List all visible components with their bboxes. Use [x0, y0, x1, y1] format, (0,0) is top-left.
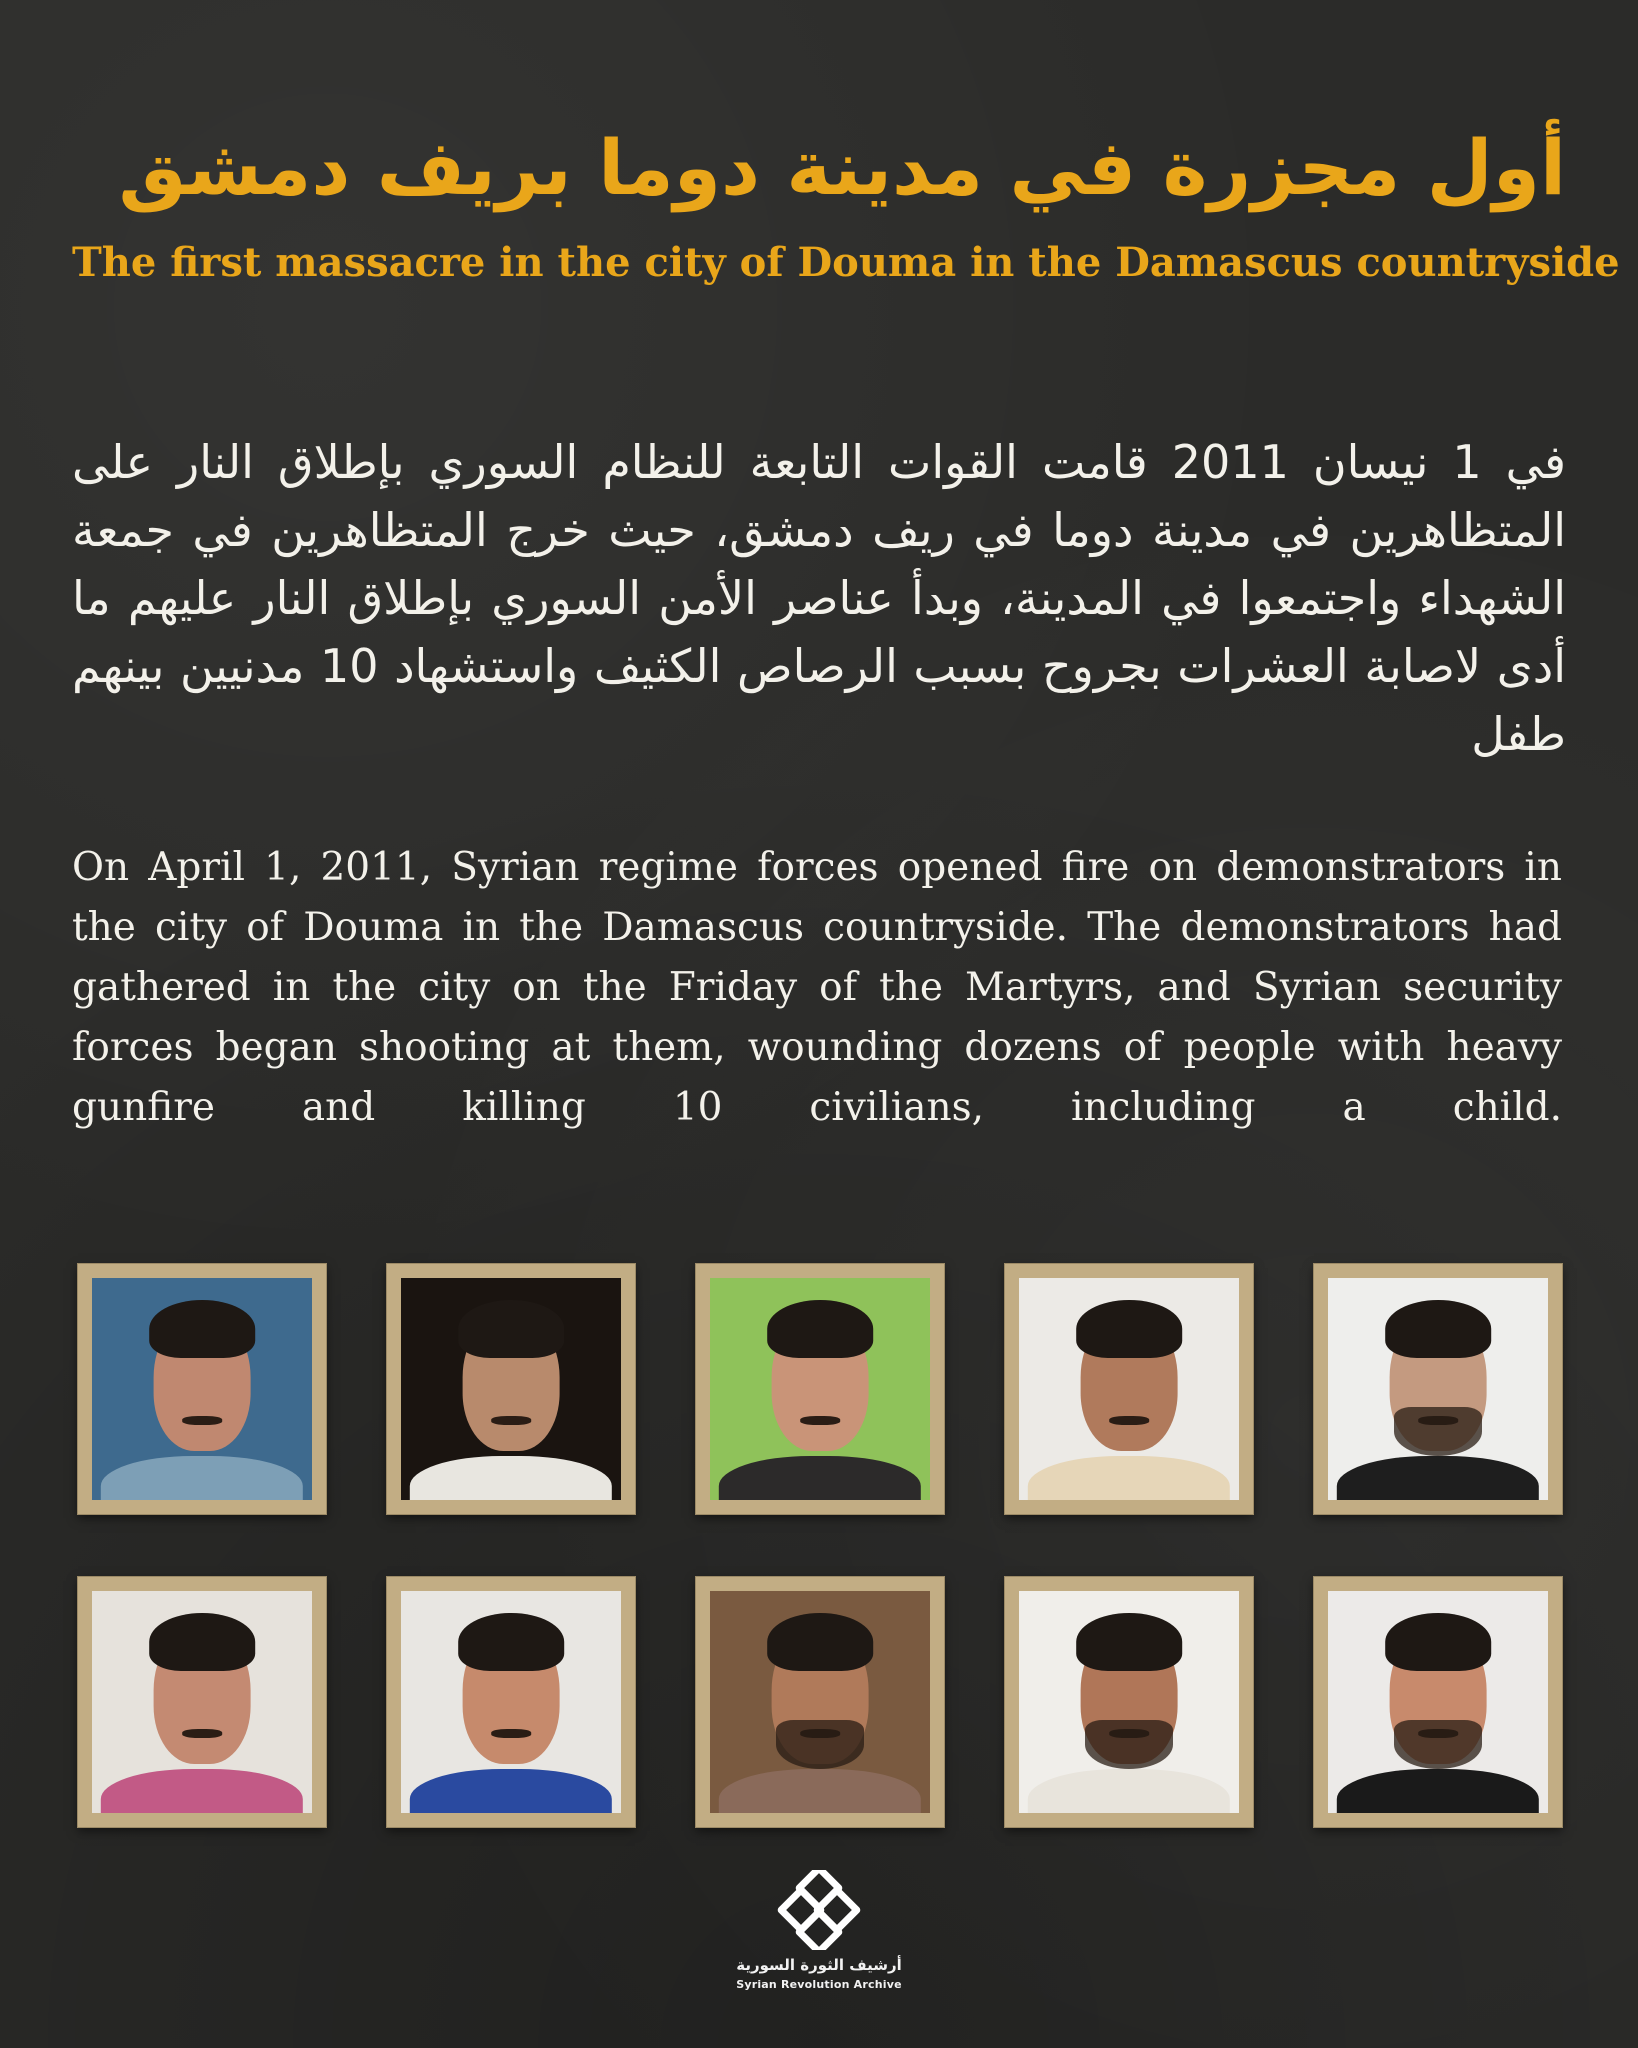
- portrait-hair: [1385, 1300, 1491, 1358]
- title-arabic: أول مجزرة في مدينة دوما بريف دمشق: [118, 123, 1566, 212]
- victim-photo-7: [387, 1577, 635, 1827]
- portrait-image: [1019, 1278, 1239, 1500]
- title-english: The first massacre in the city of Douma in the Damascus countryside: [72, 239, 1620, 286]
- portrait-hair: [1385, 1613, 1491, 1671]
- portrait-hair: [458, 1300, 564, 1358]
- portrait-mous: [182, 1416, 222, 1425]
- portrait-hair: [149, 1300, 255, 1358]
- portrait-hair: [767, 1613, 873, 1671]
- portrait-hair: [458, 1613, 564, 1671]
- body-text-arabic: في 1 نيسان 2011 قامت القوات التابعة للنظام السوري بإطلاق النار على المتظاهرين في مدينة دوما في ريف دمشق، حيث خرج المتظاهرين في جمعة الشهداء واجتمعوا في المدينة، وبدأ عناصر الأمن السوري بإطلاق النار عليهم ما أدى لاصابة العشرات بجروح بسبب الرصاص الكثيف واستشهاد 10 مدنيين بينهم طفل: [72, 435, 1567, 761]
- body-text-english: On April 1, 2011, Syrian regime forces opened fire on demonstrators in the city of Douma in the Damascus countryside. The demonstrators had gathered in the city on the Friday of the Martyrs, and Syrian security forces began shooting at them, wounding dozens of people with heavy gunfire and killing 10 civilians, including a child.: [72, 845, 1562, 1130]
- portrait-hair: [1076, 1613, 1182, 1671]
- portrait-image: [710, 1278, 930, 1500]
- portrait-hair: [767, 1300, 873, 1358]
- portrait-mous: [491, 1729, 531, 1738]
- portrait-image: [92, 1278, 312, 1500]
- portrait-image: [1328, 1591, 1548, 1813]
- portrait-beard: [1394, 1720, 1482, 1769]
- portrait-mous: [182, 1729, 222, 1738]
- victim-photo-8: [696, 1577, 944, 1827]
- portrait-beard: [1394, 1407, 1482, 1456]
- portrait-mous: [1109, 1416, 1149, 1425]
- portrait-image: [92, 1591, 312, 1813]
- victim-photo-9: [1005, 1577, 1253, 1827]
- portrait-hair: [1076, 1300, 1182, 1358]
- archive-logo-icon: [777, 1870, 861, 1950]
- portrait-image: [401, 1278, 621, 1500]
- victim-photo-grid: [78, 1264, 1562, 1827]
- portrait-beard: [776, 1720, 864, 1769]
- victim-photo-1: [78, 1264, 326, 1514]
- portrait-mous: [800, 1416, 840, 1425]
- archive-name-arabic: أرشيف الثورة السورية: [736, 1956, 902, 1974]
- portrait-mous: [491, 1416, 531, 1425]
- victim-photo-2: [387, 1264, 635, 1514]
- portrait-image: [401, 1591, 621, 1813]
- victim-photo-3: [696, 1264, 944, 1514]
- portrait-hair: [149, 1613, 255, 1671]
- portrait-image: [710, 1591, 930, 1813]
- victim-photo-4: [1005, 1264, 1253, 1514]
- archive-logo: [769, 1870, 869, 1950]
- portrait-beard: [1085, 1720, 1173, 1769]
- victim-photo-10: [1314, 1577, 1562, 1827]
- victim-photo-5: [1314, 1264, 1562, 1514]
- archive-name-english: Syrian Revolution Archive: [736, 1978, 902, 1991]
- victim-photo-6: [78, 1577, 326, 1827]
- portrait-image: [1328, 1278, 1548, 1500]
- portrait-image: [1019, 1591, 1239, 1813]
